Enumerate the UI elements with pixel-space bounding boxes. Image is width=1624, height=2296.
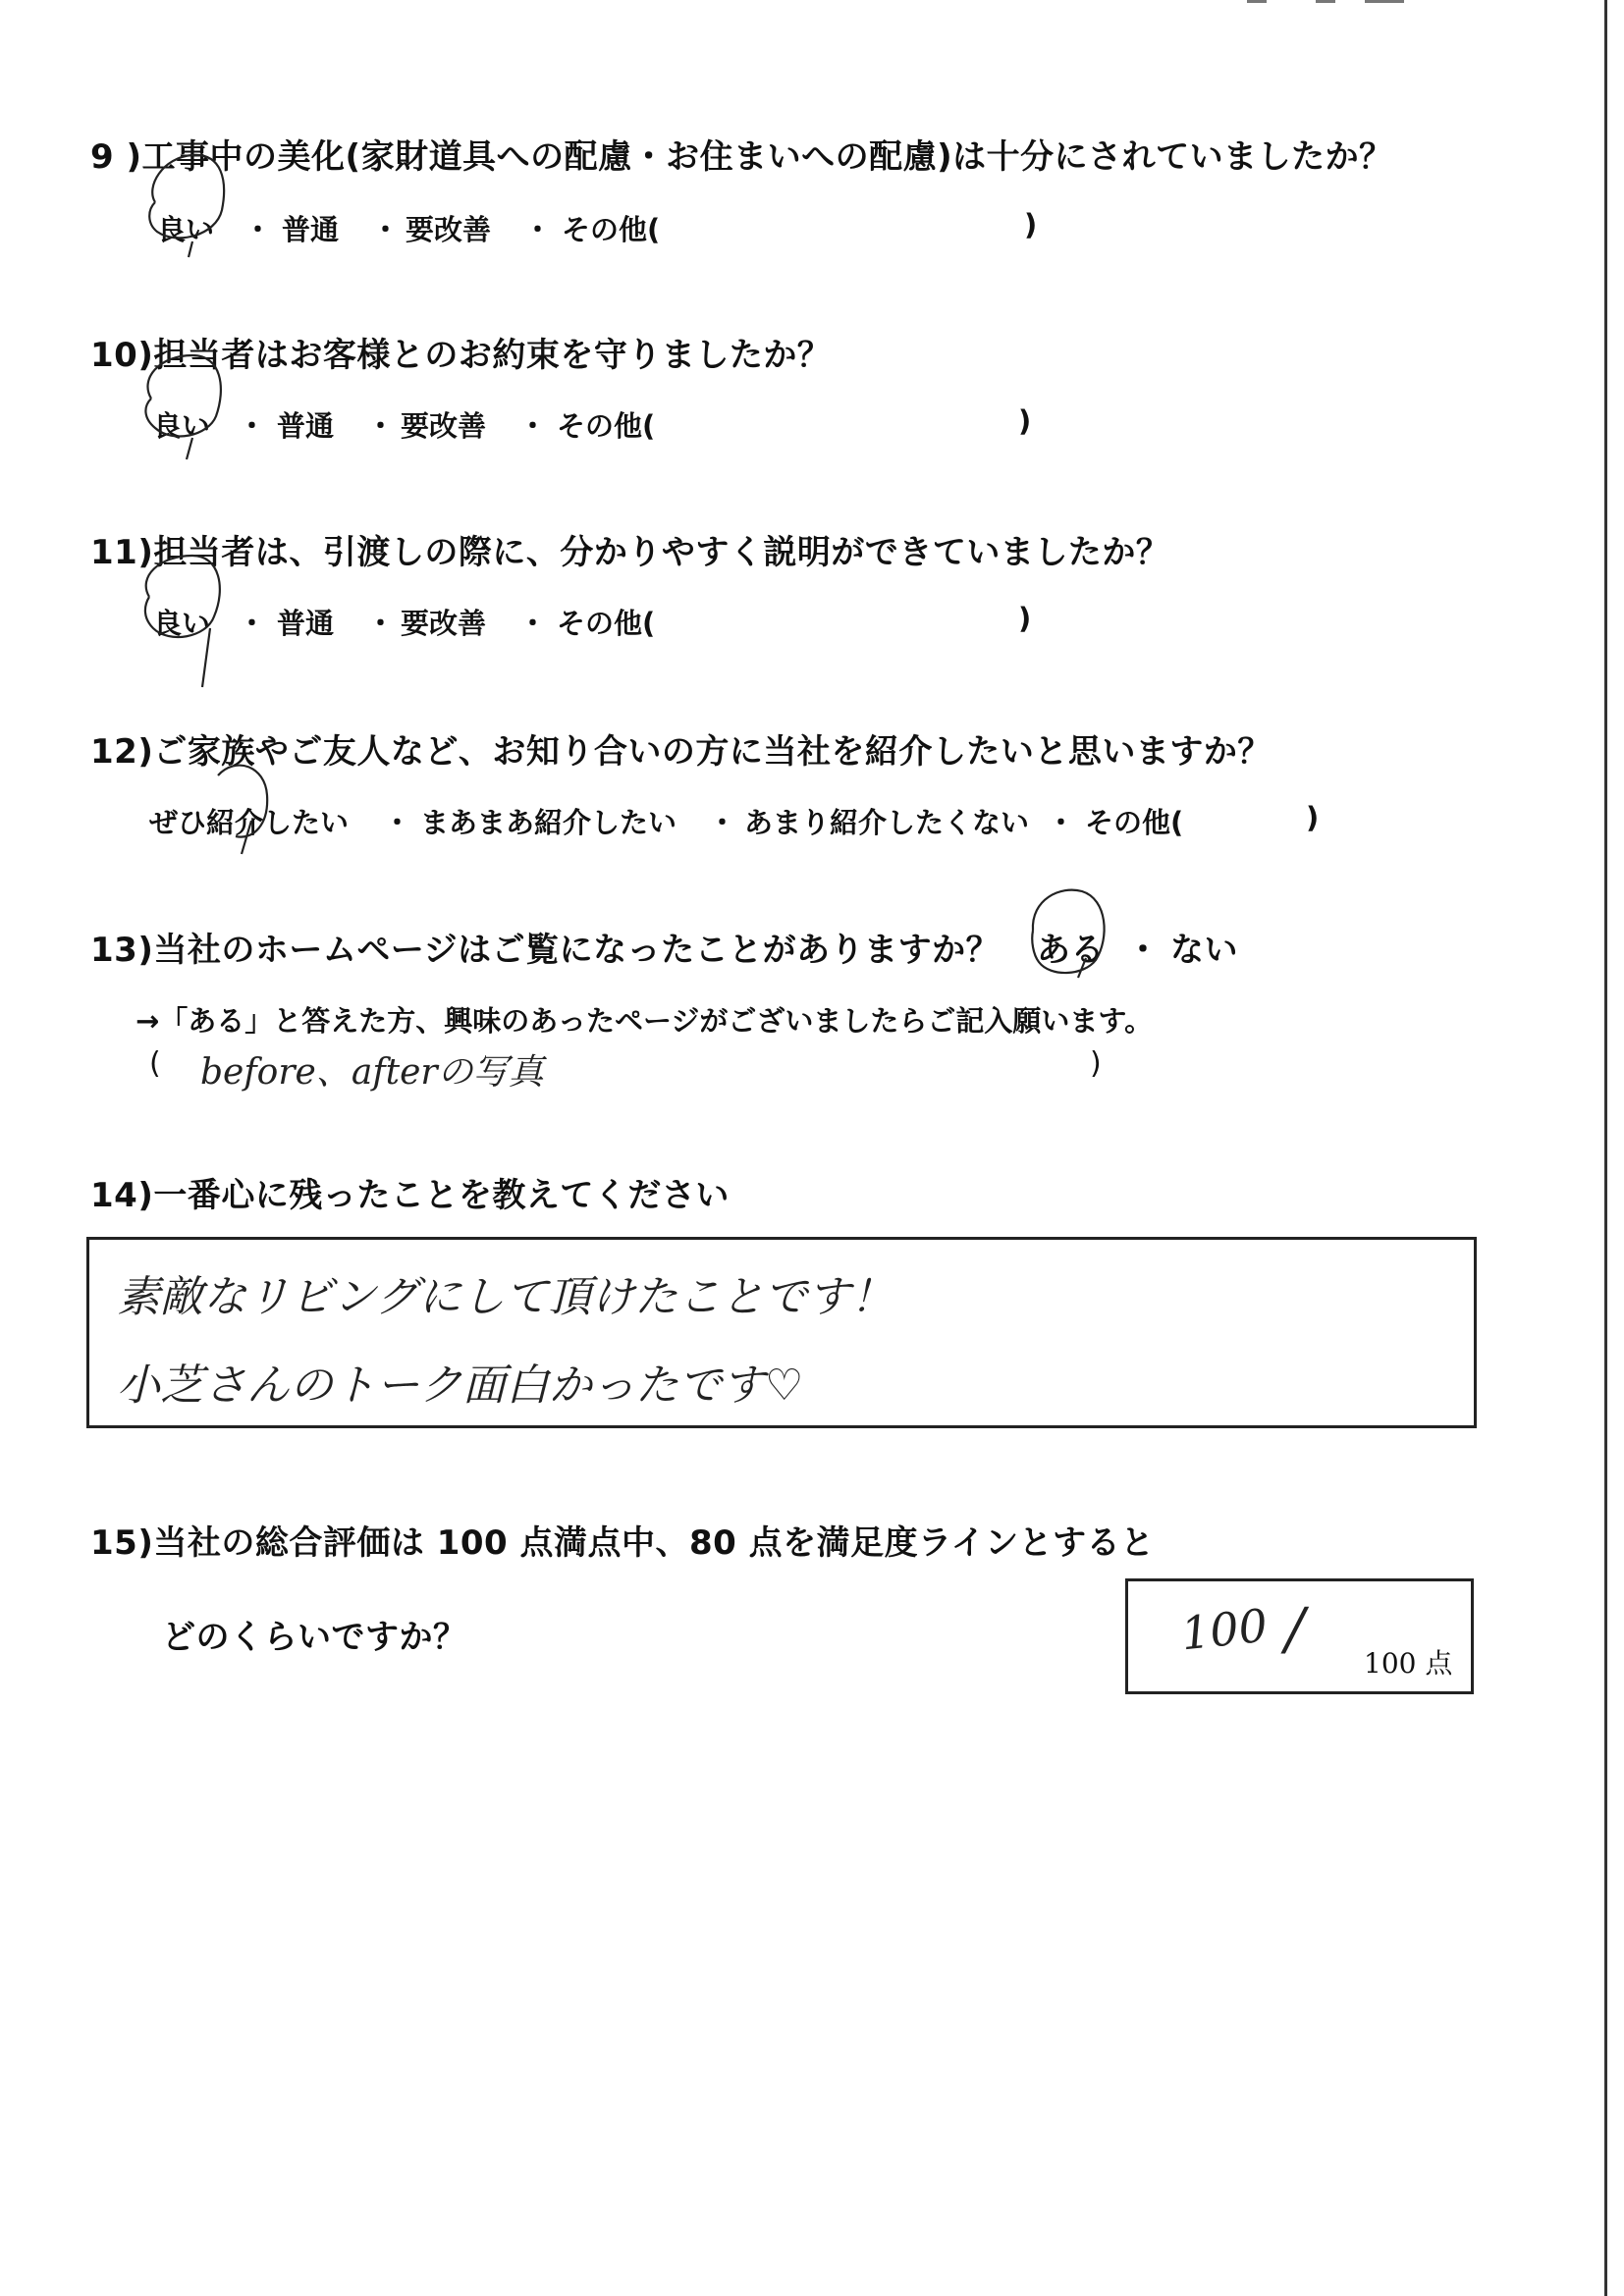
question-11-text: 11)担当者は、引渡しの際に、分かりやすく説明ができていましたか？ (90, 533, 1170, 572)
circle-mark-q12 (218, 766, 267, 854)
option-separator: ・ (371, 213, 401, 246)
option-separator: ・ (523, 213, 553, 246)
option-somewhat-recommend[interactable]: まあまあ紹介したい (420, 806, 677, 839)
option-normal[interactable]: 普通 (277, 607, 335, 640)
option-no[interactable]: ない (1170, 931, 1238, 970)
option-needs-improvement[interactable]: 要改善 (401, 409, 487, 443)
option-yes[interactable]: ある (1037, 931, 1105, 970)
option-separator: ・ (244, 213, 273, 246)
option-separator: ・ (708, 806, 737, 839)
option-other-close: ) (1306, 801, 1320, 834)
option-other[interactable]: その他( (557, 607, 656, 640)
question-13-text: 13)当社のホームページはご覧になったことがありますか？ (90, 931, 1001, 970)
option-definitely-recommend[interactable]: ぜひ紹介したい (149, 806, 350, 839)
option-needs-improvement[interactable]: 要改善 (406, 213, 492, 246)
option-other-close: ) (1018, 404, 1032, 438)
question-13-answer[interactable]: before、afterの写真 (200, 1052, 544, 1093)
answer-paren-open: ( (149, 1046, 161, 1081)
option-separator: ・ (366, 607, 396, 640)
option-separator: ・ (238, 409, 267, 443)
option-normal[interactable]: 普通 (282, 213, 340, 246)
option-other-close: ) (1018, 602, 1032, 635)
question-10-text: 10)担当者はお客様とのお約束を守りましたか？ (90, 336, 832, 375)
option-other[interactable]: その他( (557, 409, 656, 443)
score-written: 100 (1178, 1598, 1271, 1661)
question-15-text-line-2: どのくらいですか？ (162, 1618, 467, 1657)
question-14-text: 14)一番心に残ったことを教えてください (90, 1176, 730, 1215)
option-good[interactable]: 良い (157, 213, 215, 246)
circle-mark-q11 (145, 556, 220, 687)
circle-mark-q13 (1032, 890, 1104, 978)
option-separator: ・ (518, 409, 548, 443)
option-separator: ・ (238, 607, 267, 640)
question-13-note: →「ある」と答えた方、興味のあったページがございましたらご記入願います。 (135, 1004, 1154, 1038)
score-slash: / (1285, 1595, 1305, 1662)
question-9-text: 9 )工事中の美化(家財道具への配慮・お住まいへの配慮)は十分にされていましたか？ (90, 137, 1393, 177)
question-12-text: 12)ご家族やご友人など、お知り合いの方に当社を紹介したいと思いますか？ (90, 732, 1272, 772)
answer-line-1: 素敵なリビングにして頂けたことです！ (117, 1272, 894, 1322)
option-good[interactable]: 良い (153, 409, 211, 443)
circle-mark-q10 (145, 355, 220, 459)
option-other[interactable]: その他( (562, 213, 661, 246)
score-max: 100 点 (1364, 1647, 1453, 1680)
answer-line-2: 小芝さんのトーク面白かったです♡ (117, 1361, 804, 1411)
question-15-text: 15)当社の総合評価は 100 点満点中、80 点を満足度ラインとすると (90, 1523, 1155, 1563)
circle-mark-q9 (149, 155, 224, 257)
option-other[interactable]: その他( (1085, 806, 1184, 839)
option-needs-improvement[interactable]: 要改善 (401, 607, 487, 640)
option-normal[interactable]: 普通 (277, 409, 335, 443)
option-good[interactable]: 良い (153, 607, 211, 640)
option-separator: ・ (1047, 806, 1076, 839)
option-separator: ・ (518, 607, 548, 640)
option-separator: ・ (366, 409, 396, 443)
option-separator: ・ (383, 806, 412, 839)
answer-paren-close: ) (1090, 1046, 1102, 1081)
option-separator: ・ (1126, 931, 1161, 970)
option-not-recommend[interactable]: あまり紹介したくない (744, 806, 1030, 839)
option-other-close: ) (1024, 208, 1038, 241)
